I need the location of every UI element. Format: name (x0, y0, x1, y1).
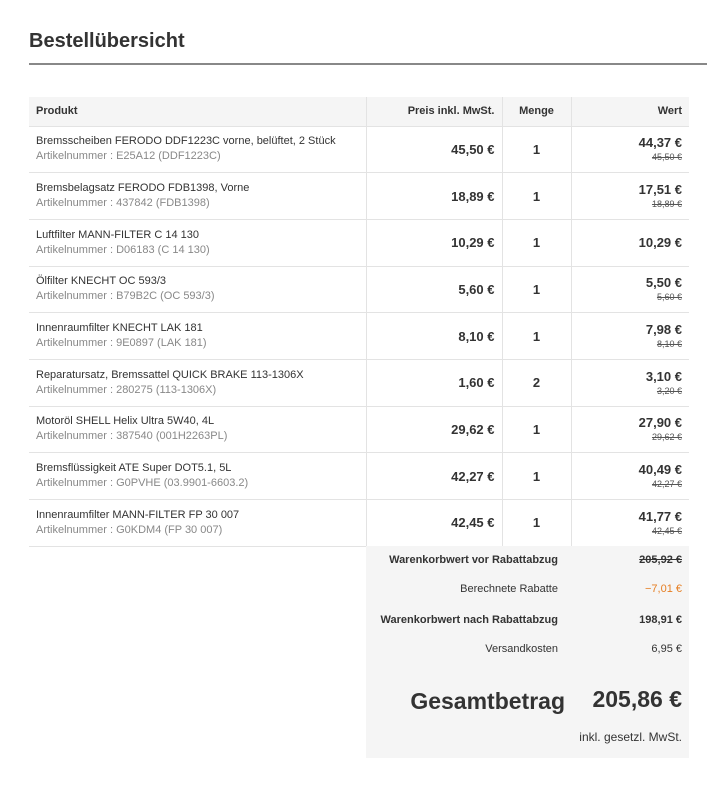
tax-note: inkl. gesetzl. MwSt. (579, 730, 682, 744)
product-name: Luftfilter MANN-FILTER C 14 130 (36, 228, 200, 241)
table-row (29, 126, 689, 173)
table-row (29, 219, 689, 266)
original-value: 42,27 € (651, 479, 682, 490)
line-value: 7,98 € (645, 322, 682, 338)
product-name: Bremsbelagsatz FERODO FDB1398, Vorne (36, 182, 250, 195)
quantity: 1 (502, 173, 571, 220)
value-cell (571, 453, 689, 500)
quantity: 1 (502, 219, 571, 266)
summary-row-before-discount (366, 554, 682, 570)
line-value: 10,29 € (638, 234, 682, 250)
quantity: 1 (502, 406, 571, 453)
table-row (29, 500, 689, 547)
value-cell (571, 266, 689, 313)
summary-row-after-discount (366, 614, 682, 630)
product-name: Bremsflüssigkeit ATE Super DOT5.1, 5L (36, 462, 232, 475)
value-cell (571, 126, 689, 173)
product-name: Motoröl SHELL Helix Ultra 5W40, 4L (36, 415, 215, 428)
article-number: Artikelnummer : G0KDM4 (FP 30 007) (36, 523, 223, 536)
unit-price: 42,45 € (366, 500, 502, 547)
article-number: Artikelnummer : 387540 (001H2263PL) (36, 430, 228, 443)
original-value: 42,45 € (651, 525, 682, 536)
article-number: Artikelnummer : 437842 (FDB1398) (36, 197, 210, 210)
total-amount: 205,86 € (592, 686, 682, 712)
article-number: Artikelnummer : B79B2C (OC 593/3) (36, 290, 215, 303)
header-price: Preis inkl. MwSt. (366, 97, 502, 126)
page-title: Bestellübersicht (29, 30, 185, 52)
summary-row-shipping (366, 643, 682, 659)
header-quantity: Menge (502, 97, 571, 126)
summary-row-discount (366, 583, 682, 599)
table-row (29, 173, 689, 220)
total-label: Gesamtbetrag (410, 688, 565, 714)
product-name: Bremsscheiben FERODO DDF1223C vorne, belüftet, 2 Stück (36, 135, 336, 148)
quantity: 2 (502, 359, 571, 406)
header-value: Wert (571, 97, 689, 126)
after-discount-label: Warenkorbwert nach Rabattabzug (380, 614, 558, 626)
original-value: 45,50 € (651, 152, 682, 163)
article-number: Artikelnummer : G0PVHE (03.9901-6603.2) (36, 477, 249, 490)
quantity: 1 (502, 266, 571, 313)
value-cell (571, 500, 689, 547)
line-value: 41,77 € (638, 508, 682, 524)
original-value: 8,10 € (656, 339, 682, 350)
order-summary (366, 546, 689, 758)
unit-price: 8,10 € (366, 313, 502, 360)
value-cell (571, 313, 689, 360)
value-cell (571, 359, 689, 406)
table-header-row (29, 97, 689, 126)
header-product: Produkt (29, 97, 366, 126)
line-value: 44,37 € (638, 135, 682, 151)
original-value: 5,60 € (656, 292, 682, 303)
unit-price: 5,60 € (366, 266, 502, 313)
product-name: Innenraumfilter MANN-FILTER FP 30 007 (36, 508, 240, 521)
product-cell (29, 359, 366, 406)
product-cell (29, 313, 366, 360)
product-name: Innenraumfilter KNECHT LAK 181 (36, 322, 203, 335)
discount-value: −7,01 € (644, 583, 682, 595)
article-number: Artikelnummer : E25A12 (DDF1223C) (36, 150, 221, 163)
article-number: Artikelnummer : D06183 (C 14 130) (36, 243, 210, 256)
quantity: 1 (502, 453, 571, 500)
product-cell (29, 219, 366, 266)
value-cell (571, 406, 689, 453)
product-cell (29, 173, 366, 220)
product-cell (29, 500, 366, 547)
article-number: Artikelnummer : 280275 (113-1306X) (36, 383, 217, 396)
product-name: Ölfilter KNECHT OC 593/3 (36, 275, 167, 288)
shipping-label: Versandkosten (485, 643, 558, 655)
title-divider (29, 63, 707, 65)
unit-price: 45,50 € (366, 126, 502, 173)
value-cell (571, 219, 689, 266)
original-value: 29,62 € (651, 432, 682, 443)
before-discount-label: Warenkorbwert vor Rabattabzug (389, 554, 558, 566)
table-row (29, 406, 689, 453)
original-value: 18,89 € (651, 199, 682, 210)
original-value: 3,20 € (656, 385, 682, 396)
order-table (29, 97, 689, 547)
line-value: 27,90 € (638, 415, 682, 431)
product-cell (29, 453, 366, 500)
unit-price: 10,29 € (366, 219, 502, 266)
quantity: 1 (502, 500, 571, 547)
table-row (29, 359, 689, 406)
table-row (29, 313, 689, 360)
quantity: 1 (502, 313, 571, 360)
before-discount-value: 205,92 € (639, 554, 682, 566)
after-discount-value: 198,91 € (639, 614, 682, 626)
table-row (29, 266, 689, 313)
value-cell (571, 173, 689, 220)
discount-label: Berechnete Rabatte (460, 583, 558, 595)
product-name: Reparatursatz, Bremssattel QUICK BRAKE 113-1306X (36, 368, 304, 381)
product-cell (29, 406, 366, 453)
product-cell (29, 266, 366, 313)
line-value: 40,49 € (638, 462, 682, 478)
line-value: 17,51 € (638, 182, 682, 198)
line-value: 3,10 € (645, 368, 682, 384)
unit-price: 18,89 € (366, 173, 502, 220)
table-row (29, 453, 689, 500)
quantity: 1 (502, 126, 571, 173)
unit-price: 42,27 € (366, 453, 502, 500)
shipping-value: 6,95 € (651, 643, 682, 655)
product-cell (29, 126, 366, 173)
line-value: 5,50 € (645, 275, 682, 291)
unit-price: 1,60 € (366, 359, 502, 406)
unit-price: 29,62 € (366, 406, 502, 453)
article-number: Artikelnummer : 9E0897 (LAK 181) (36, 337, 207, 350)
